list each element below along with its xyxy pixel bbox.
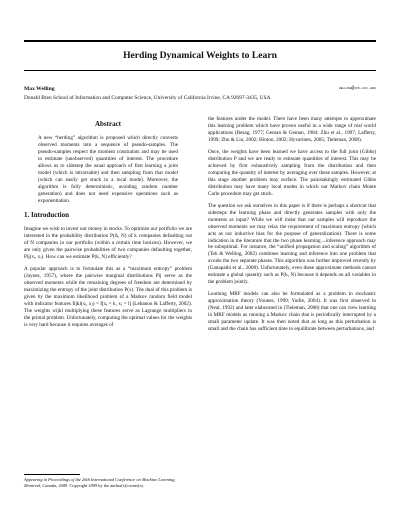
paper-title: Herding Dynamical Weights to Learn [123,50,277,61]
body-paragraph: Learning MRF models can also be formulated as a problem in stochastic approximation theory (Younes, 1999; Yuille, 2004). It was first observed in (Neal, 1992) and later elaborated in (Tieleman, 2008) that one can view learning in MRF models as running a Markov chain that is periodically interrupted by a small parameter update. It was then noted that as long as this perturbation is small and the chain has sufficient time to equilibrate between perturbations, and [208,291,376,333]
author-name: Max Welling [24,86,55,92]
section-heading-introduction: 1. Introduction [24,211,69,220]
title-rule-top [24,40,376,42]
footnote-copyright: Copyright 2009 by the author(s)/owner(s). [69,482,144,488]
body-paragraph: Once, the weights have been learned we have access to the full joint (Gibbs) distribution P and we are ready to estimate quantities of interest. This may be achieved by first exhaustively sampling from the distribution and then computing the quantity of interest by averaging over these samples. However, at this stage another problem may surface. The painstakingly estimated Gibbs distribution may have many local modes in which our Markov chain Monte Carlo procedure may get stuck. [208,148,376,197]
abstract-body: A new “herding” algorithm is proposed which directly converts observed moments into a sequence of pseudo-samples. The pseudo-samples respect the moment constraints and may be used to estimate (unobserved) quantities of interest. The procedure allows us to sidestep the usual approach of first learning a joint model (which is intractable) and then sampling from that model (which can easily get stuck in a local mode). Moreover, the algorithm is fully deterministic, avoiding random number generation) and does not need expensive operations such as exponentiation. [38,135,178,205]
body-paragraph: the features under the model. There have been many attempts to approximate this learning problem which have proven useful in a wide range of real world applications (Besag, 1977; Geman & Geman, 1984; Zhu et al., 1997; Lafferty, 1999; Zhu & Liu, 2002; Hinton, 2002; Hyvarinen, 2005; Tieleman, 2008). [208,116,376,143]
author-line [24,86,376,92]
footnote-venue: Appearing in Proceedings of the 26th International Conference on Machine Learning, Montreal, Canada, 2009. [24,477,176,488]
left-column [24,120,192,334]
author-affiliation: Donald Bren School of Information and Computer Science, University of California Irvine, CA 92697-3435, USA [24,95,271,101]
title-rule-bottom [24,70,376,71]
abstract-heading: Abstract [94,120,122,128]
author-email[interactable]: welling@ics.uci.edu [338,86,376,91]
footnote-rule [24,474,80,475]
right-column [208,116,376,338]
body-paragraph: The question we ask ourselves in this paper is if there is perhaps a shortcut that sidesteps the learning phase and directly generates samples with only the moments as input? While we will insist that our samples will reproduce the observed moments we may relax the requirement of maximum entropy (which acts as our inductive bias for the purpose of generalization). There is some indication in the literature that the two phase learning→inference approach may be suboptimal. For instance, the “unified propagation and scaling” algorithm of (Teh & Welling, 2002) combines learning and inference into one problem that avoids the two separate phases. This algorithm was further improved recently by (Ganapathi et al., 2008). Unfortunately, even these approximate methods cannot estimate a global quantity such as P(k, N) because it depends on all variables in the problem jointly. [208,202,376,286]
footnote [24,477,192,489]
intro-paragraph: A popular approach is to formulate this as a “maximum entropy” problem (Jaynes, 1957), where the pairwise marginal distributions Pĳ serve as the observed moments while the remaining degrees of freedom are determined by maximizing the entropy of the joint distribution P(x). The dual of this problem is given by the maximum likelihood problem of a Markov random field model with indicator features fĳkl(xᵢ, xⱼ) = I[xᵢ = k, xⱼ = l] (Lebanon & Lafferty, 2002). The weights wĳkl multiplying these features serve as Lagrange multipliers in the primal problem. Unfortunately, computing the optimal values for the weights is very hard because it requires averages of [24,266,192,329]
intro-paragraph: Imagine we wish to invest our money in stocks. To optimize our portfolio we are interested in the probability distribution P(Δ, N) of k companies defaulting out of N companies in our portfolio (within a certain time horizon). However, we are only given the pairwise probabilities of two companies defaulting together, Pĳ(xᵢ, xⱼ). How can we estimate P(k, N) efficiently? [24,226,192,261]
